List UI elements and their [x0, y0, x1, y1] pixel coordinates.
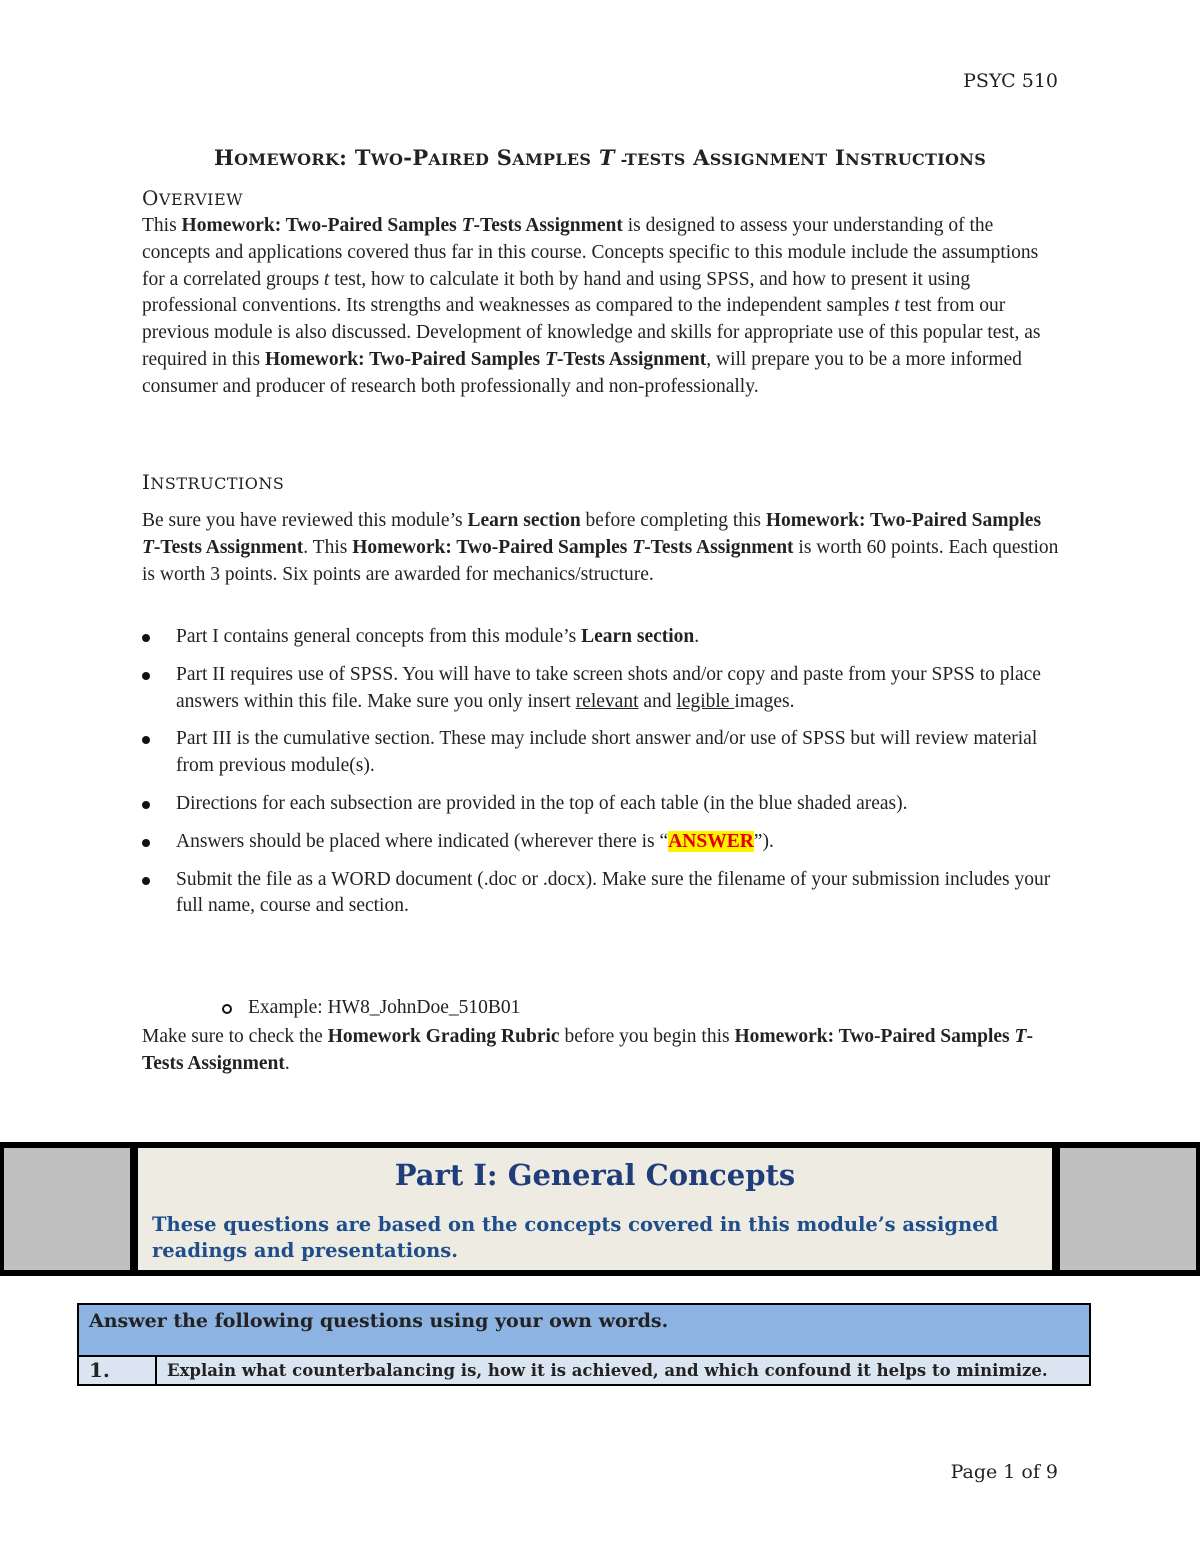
part1-title: Part I: General Concepts — [394, 1158, 796, 1192]
question-number: 1. — [79, 1357, 157, 1384]
bullet-icon — [142, 801, 150, 809]
filename-example: Example: HW8_JohnDoe_510B01 — [222, 997, 520, 1019]
question-table — [77, 1303, 1091, 1386]
list-item: Submit the file as a WORD document (.doc or .docx). Make sure the filename of your submission includes your full name, course and section. — [142, 867, 1062, 921]
banner-center-panel — [138, 1148, 1052, 1270]
bullet-icon — [142, 634, 150, 642]
bullet-icon — [142, 672, 150, 680]
banner-left-panel — [4, 1148, 130, 1270]
overview-heading: OVERVIEW — [142, 186, 244, 210]
banner-right-panel — [1060, 1148, 1196, 1270]
overview-paragraph: This Homework: Two-Paired Samples T-Tests Assignment is designed to assess your understanding of the concepts and applications covered thus far in this course. Concepts specific to this module include the assumptions for a correlated groups t test, how to calculate it both by hand and using SPSS, and how to present it using professional conventions. Its strengths and weaknesses as compared to the independent samples t test from our previous module is also discussed. Development of knowledge and skills for appropriate use of this popular test, as required in this Homework: Two-Paired Samples T-Tests Assignment, will prepare you to be a more informed consumer and producer of research both professionally and non-professionally. — [142, 215, 1041, 397]
table-row — [79, 1357, 1089, 1384]
answer-tag: ANSWER — [668, 830, 754, 852]
part1-banner — [0, 1142, 1200, 1276]
list-item: Part II requires use of SPSS. You will have to take screen shots and/or copy and paste from your SPSS to place answers within this file. Make sure you only insert relevant and legible images. — [142, 662, 1062, 716]
bullet-icon — [142, 839, 150, 847]
list-item: Answers should be placed where indicated (wherever there is “ANSWER”). — [142, 829, 1062, 856]
bullet-icon — [142, 736, 150, 744]
table-header: Answer the following questions using your own words. — [79, 1305, 1089, 1357]
list-item: Directions for each subsection are provided in the top of each table (in the blue shaded areas). — [142, 791, 1062, 818]
closing-paragraph: Make sure to check the Homework Grading Rubric before you begin this Homework: Two-Paired Samples T-Tests Assignment. — [142, 1026, 1033, 1074]
document-title: HOMEWORK: TWO-PAIRED SAMPLES T -TESTS ASSIGNMENT INSTRUCTIONS — [213, 145, 987, 170]
list-item: Part III is the cumulative section. These may include short answer and/or use of SPSS but will review material from previous module(s). — [142, 726, 1062, 780]
list-item: Part I contains general concepts from this module’s Learn section. — [142, 624, 1062, 651]
course-header: PSYC 510 — [963, 70, 1058, 92]
instructions-heading: INSTRUCTIONS — [142, 470, 285, 494]
question-text: Explain what counterbalancing is, how it is achieved, and which confound it helps to minimize. — [167, 1361, 1048, 1380]
instructions-paragraph: Be sure you have reviewed this module’s Learn section before completing this Homework: Two-Paired Samples T-Tests Assignment. This Homework: Two-Paired Samples T-Tests Assignment is worth 60 points. Each question is worth 3 points. Six points are awarded for mechanics/structure. — [142, 510, 1059, 585]
bullet-icon — [142, 877, 150, 885]
part1-subtitle: These questions are based on the concepts covered in this module’s assigned readings and presentations. — [152, 1213, 999, 1262]
page-number: Page 1 of 9 — [950, 1461, 1058, 1483]
instruction-bullet-list — [142, 624, 1062, 931]
circle-bullet-icon — [222, 1004, 232, 1014]
